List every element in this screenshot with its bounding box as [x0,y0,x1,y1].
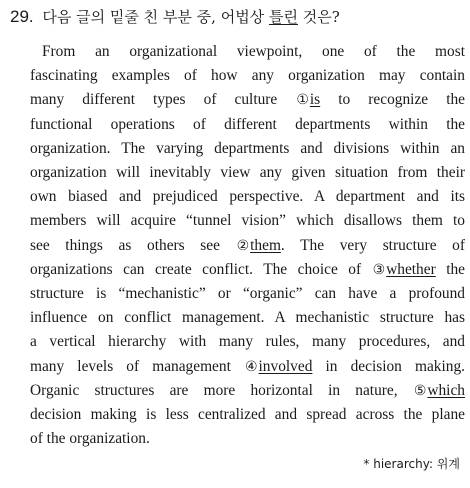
passage-text: of the organization. [30,430,150,448]
passage-text: organization will inevitably view any given situation from their [30,164,465,182]
choice-number: ① [296,92,309,109]
choice-word: which [427,381,465,399]
passage-line [30,379,465,403]
passage-line [30,209,465,233]
choice-word: involved [258,357,313,375]
choice-word: them [250,236,281,254]
underlined-choice [373,258,436,282]
footnote: * hierarchy: 위계 [363,457,460,471]
underlined-choice [237,234,281,258]
choice-word: whether [386,260,436,278]
passage-text: From an organizational viewpoint, one of the most [42,43,465,60]
passage-text: Organic structures are more horizontal in nature, [30,381,413,399]
passage-line [30,427,465,451]
passage-line [30,185,465,209]
passage-line [30,113,465,137]
choice-word: is [309,91,321,109]
passage-text: functional operations of different departments within the [30,115,465,133]
question-prompt-end: 것은? [302,8,340,26]
passage-line [30,355,465,379]
passage-line [30,161,465,185]
passage-line [30,258,465,282]
passage-text: members will acquire “tunnel vision” which disallows them to [30,212,465,230]
passage-text: decision making is less centralized and spread across the plane [30,406,465,424]
passage-line [30,403,465,427]
underlined-choice [245,355,312,379]
question-number: 29. [10,7,34,26]
underlined-choice [296,88,320,112]
choice-number: ② [236,237,250,254]
passage-text: fascinating examples of how any organization may contain [30,67,465,85]
passage-text: see things as others see [30,236,236,254]
passage-text: own biased and prejudiced perspective. A department and its [30,188,465,206]
question-header [10,7,465,27]
passage-text: a vertical hierarchy with many rules, many procedures, and [30,333,465,351]
passage [30,40,465,451]
question-prompt: 다음 글의 밑줄 친 부분 중, 어법상 [42,8,265,26]
choice-number: ④ [244,358,258,375]
choice-number: ⑤ [413,382,427,399]
passage-line [30,330,465,354]
passage-text: in decision making. [312,357,465,375]
passage-text: to recognize the [320,91,465,109]
passage-text: many different types of culture [30,91,296,109]
underlined-choice [414,379,465,403]
passage-line [30,282,465,306]
passage-text: influence on conflict management. A mechanistic structure has [30,309,465,327]
choice-number: ③ [372,261,386,278]
passage-text: . The very structure of [280,236,465,254]
passage-text: the [435,260,466,278]
passage-text: structure is “mechanistic” or “organic” can have a profound [30,285,465,303]
passage-line [30,234,465,258]
passage-line [30,88,465,112]
passage-line [30,306,465,330]
passage-line [30,40,465,64]
passage-text: organization. The varying departments and divisions within an [30,139,465,157]
passage-line [30,64,465,88]
question-prompt-underlined: 틀린 [268,8,298,26]
passage-text: organizations can create conflict. The choice of [30,260,372,278]
passage-text: many levels of management [30,357,244,375]
passage-line [30,137,465,161]
